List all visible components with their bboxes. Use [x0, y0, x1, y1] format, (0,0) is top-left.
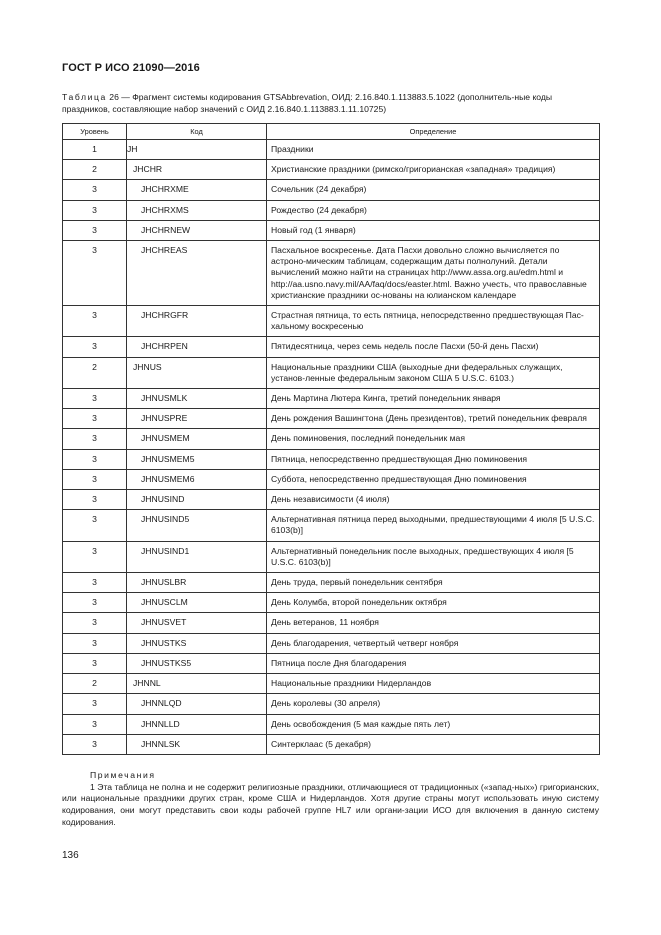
cell-code: JHCHRXMS [127, 200, 267, 220]
cell-code: JHNUSTKS [127, 633, 267, 653]
table-row [63, 734, 600, 754]
table-row [63, 674, 600, 694]
cell-code: JHCHRXME [127, 180, 267, 200]
cell-code: JH [127, 140, 267, 160]
cell-code: JHNNL [127, 674, 267, 694]
note-item: 1 Эта таблица не полна и не содержит религиозные праздники, отличающиеся от традиционных («запад-ных») григорианских, или национальные праздники других стран, кроме США и Нидерландов. Хотя другие страны могут использовать иную систему кодирования, они могут представить свои коды рабочей группе HL7 или органи-зации ИСО для включения в данную систему кодирования. [62, 781, 599, 827]
cell-definition: Пасхальное воскресенье. Дата Пасхи довольно сложно вычисляется по астроно-мическим таблицам, содержащим даты полнолуний. Детали вычислений можно найти на страницах http://www.assa.org.au/edm.html и http://aa.usno.navy.mil/AA/faq/docs/easter.html. Важно учесть, что православные христианские праздники ос-нованы на юлианском календаре [267, 241, 600, 306]
cell-code: JHNUSVET [127, 613, 267, 633]
table-row [63, 490, 600, 510]
cell-level: 3 [63, 714, 127, 734]
cell-code: JHNNLSK [127, 734, 267, 754]
cell-level: 2 [63, 160, 127, 180]
table-row [63, 633, 600, 653]
cell-code: JHNUS [127, 357, 267, 388]
table-body [63, 140, 600, 755]
cell-definition: День освобождения (5 мая каждые пять лет) [267, 714, 600, 734]
cell-definition: Пятница, непосредственно предшествующая Дню поминовения [267, 449, 600, 469]
table-row [63, 409, 600, 429]
table-row [63, 241, 600, 306]
cell-code: JHNUSTKS5 [127, 653, 267, 673]
cell-level: 3 [63, 573, 127, 593]
cell-level: 3 [63, 306, 127, 337]
table-caption [62, 92, 599, 115]
notes-section [62, 770, 599, 829]
table-row [63, 694, 600, 714]
cell-definition: Пятница после Дня благодарения [267, 653, 600, 673]
table-row [63, 449, 600, 469]
table-row [63, 306, 600, 337]
cell-level: 3 [63, 541, 127, 572]
cell-definition: День независимости (4 июля) [267, 490, 600, 510]
cell-level: 3 [63, 200, 127, 220]
cell-level: 3 [63, 337, 127, 357]
table-row [63, 220, 600, 240]
table-row [63, 357, 600, 388]
cell-code: JHNUSIND5 [127, 510, 267, 541]
cell-definition: Сочельник (24 декабря) [267, 180, 600, 200]
column-header-code: Код [127, 124, 267, 140]
table-row [63, 429, 600, 449]
cell-code: JHNUSMLK [127, 389, 267, 409]
table-caption-prefix: Таблица [62, 92, 107, 102]
cell-level: 2 [63, 357, 127, 388]
cell-definition: Рождество (24 декабря) [267, 200, 600, 220]
cell-level: 3 [63, 180, 127, 200]
column-header-definition: Определение [267, 124, 600, 140]
table-row [63, 200, 600, 220]
table-row [63, 714, 600, 734]
cell-definition: День Мартина Лютера Кинга, третий понедельник января [267, 389, 600, 409]
cell-code: JHNUSIND1 [127, 541, 267, 572]
cell-level: 3 [63, 510, 127, 541]
table-caption-text: 26 — Фрагмент системы кодирования GTSAbbrevation, ОИД: 2.16.840.1.113883.5.1022 (дополнитель-ные коды праздников, составляющие набор значений с ОИД 2.16.840.1.113883.1.11.10725) [62, 92, 553, 114]
cell-code: JHCHREAS [127, 241, 267, 306]
cell-code: JHCHR [127, 160, 267, 180]
table-row [63, 593, 600, 613]
cell-definition: Суббота, непосредственно предшествующая Дню поминовения [267, 469, 600, 489]
table-row [63, 469, 600, 489]
table-row [63, 180, 600, 200]
cell-code: JHNUSMEM6 [127, 469, 267, 489]
cell-level: 1 [63, 140, 127, 160]
cell-definition: Праздники [267, 140, 600, 160]
cell-code: JHCHRGFR [127, 306, 267, 337]
cell-code: JHNNLQD [127, 694, 267, 714]
cell-definition: Национальные праздники США (выходные дни федеральных служащих, установ-ленные федеральным законом США 5 U.S.C. 6103.) [267, 357, 600, 388]
cell-level: 3 [63, 490, 127, 510]
cell-definition: День королевы (30 апреля) [267, 694, 600, 714]
cell-definition: День Колумба, второй понедельник октября [267, 593, 600, 613]
cell-definition: Альтернативная пятница перед выходными, предшествующими 4 июля [5 U.S.C. 6103(b)] [267, 510, 600, 541]
table-row [63, 573, 600, 593]
cell-code: JHCHRNEW [127, 220, 267, 240]
cell-level: 3 [63, 633, 127, 653]
cell-definition: День труда, первый понедельник сентября [267, 573, 600, 593]
table-header-row [63, 124, 600, 140]
cell-definition: Страстная пятница, то есть пятница, непосредственно предшествующая Пас-хальному воскресенью [267, 306, 600, 337]
cell-code: JHNNLLD [127, 714, 267, 734]
cell-level: 2 [63, 674, 127, 694]
cell-definition: Синтерклаас (5 декабря) [267, 734, 600, 754]
table-row [63, 541, 600, 572]
table-row [63, 160, 600, 180]
cell-level: 3 [63, 409, 127, 429]
cell-level: 3 [63, 241, 127, 306]
cell-definition: Национальные праздники Нидерландов [267, 674, 600, 694]
table-row [63, 140, 600, 160]
cell-level: 3 [63, 694, 127, 714]
cell-definition: Альтернативный понедельник после выходных, предшествующих 4 июля [5 U.S.C. 6103(b)] [267, 541, 600, 572]
cell-level: 3 [63, 593, 127, 613]
table-row [63, 653, 600, 673]
cell-level: 3 [63, 220, 127, 240]
cell-definition: День благодарения, четвертый четверг ноября [267, 633, 600, 653]
table-row [63, 510, 600, 541]
cell-code: JHNUSPRE [127, 409, 267, 429]
cell-level: 3 [63, 734, 127, 754]
cell-code: JHNUSMEM [127, 429, 267, 449]
cell-definition: Новый год (1 января) [267, 220, 600, 240]
cell-code: JHNUSCLM [127, 593, 267, 613]
table-row [63, 389, 600, 409]
page-number: 136 [62, 850, 79, 861]
cell-definition: День поминовения, последний понедельник мая [267, 429, 600, 449]
cell-code: JHNUSIND [127, 490, 267, 510]
cell-code: JHCHRPEN [127, 337, 267, 357]
cell-level: 3 [63, 469, 127, 489]
cell-definition: День рождения Вашингтона (День президентов), третий понедельник февраля [267, 409, 600, 429]
notes-title: Примечания [90, 770, 156, 780]
table-row [63, 337, 600, 357]
cell-level: 3 [63, 653, 127, 673]
document-header: ГОСТ Р ИСО 21090—2016 [62, 62, 200, 74]
cell-definition: Пятидесятница, через семь недель после Пасхи (50-й день Пасхи) [267, 337, 600, 357]
holiday-codes-table [62, 123, 600, 755]
column-header-level: Уровень [63, 124, 127, 140]
cell-level: 3 [63, 449, 127, 469]
cell-level: 3 [63, 613, 127, 633]
cell-definition: День ветеранов, 11 ноября [267, 613, 600, 633]
cell-level: 3 [63, 429, 127, 449]
cell-code: JHNUSLBR [127, 573, 267, 593]
table-row [63, 613, 600, 633]
cell-code: JHNUSMEM5 [127, 449, 267, 469]
cell-level: 3 [63, 389, 127, 409]
cell-definition: Христианские праздники (римско/григорианская «западная» традиция) [267, 160, 600, 180]
